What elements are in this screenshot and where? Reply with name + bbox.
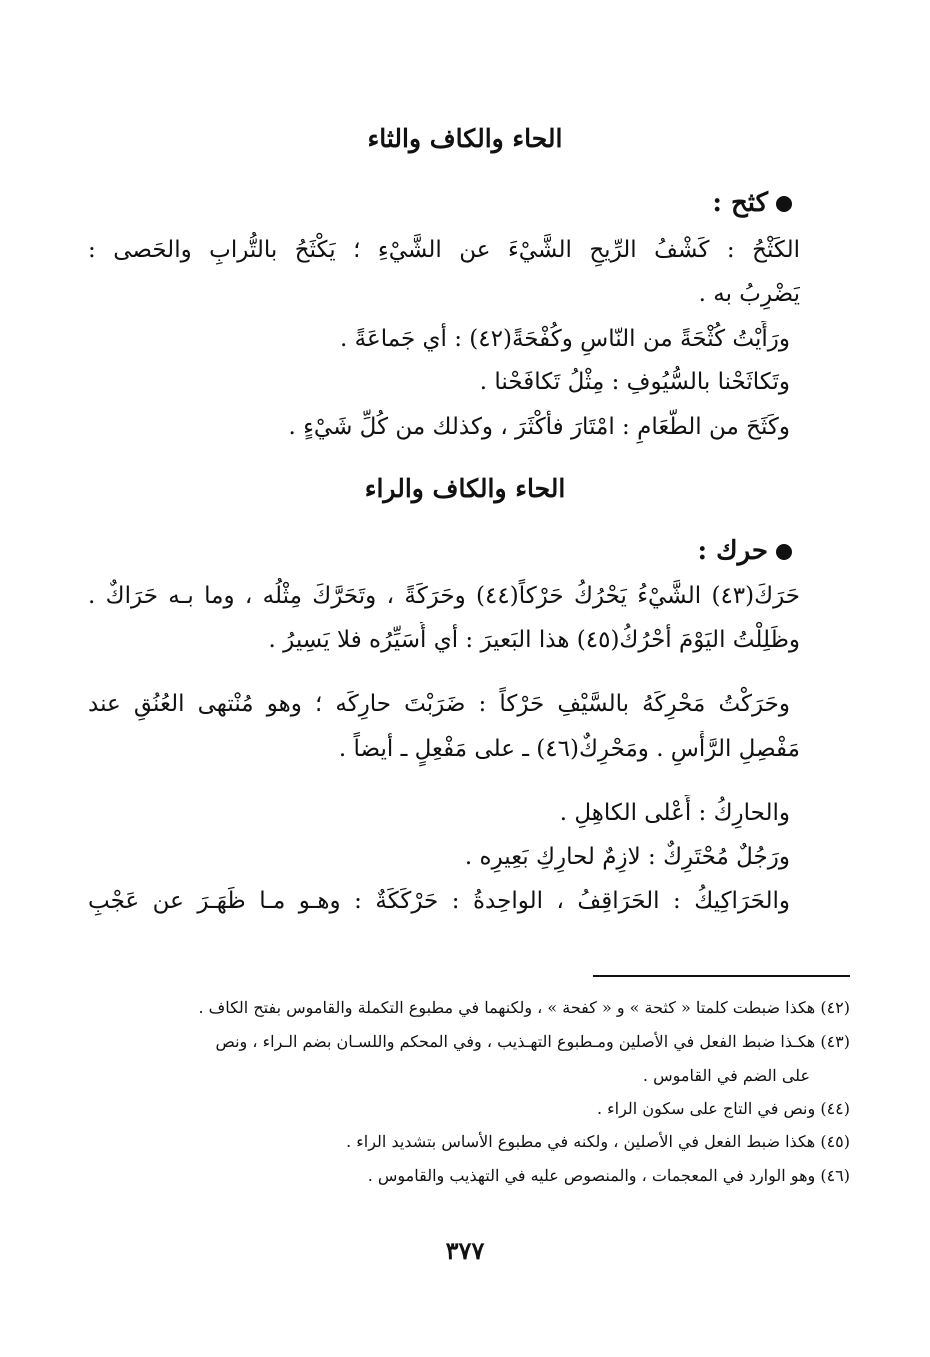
footnote: على الضم في القاموس . <box>642 1066 810 1085</box>
bullet-icon <box>776 544 792 560</box>
section-title-hrk: الحاء والكاف والراء <box>364 474 566 503</box>
entry-root-label: حرك : <box>697 536 768 566</box>
footnote: (٤٤) ونص في التاج على سكون الراء . <box>596 1099 850 1118</box>
text-line: وظَلِلْتُ اليَوْمَ أحْرُكُ(٤٥) هذا البَعيرَ : أي أُسَيِّرُه فلا يَسِيرُ . <box>268 627 800 653</box>
text-line: والحَرَاكِيكُ : الحَرَاقِفُ ، الواحِدةُ : حَرْكَكَةٌ : وهـو مـا ظَهَـرَ عن عَجْبِ <box>88 888 790 914</box>
footnote-divider <box>593 975 850 977</box>
text-line: حَرَكَ(٤٣) الشَّيْءُ يَحْرُكُ حَرْكاً(٤٤) وحَرَكَةً ، وتَحَرَّكَ مِثْلُه ، وما بـه حَرَاكٌ . <box>88 583 800 609</box>
footnote: (٤٣) هكـذا ضبط الفعل في الأصلين ومـطبوع التهـذيب ، وفي المحكم واللسـان بضم الـراء ، ونص <box>215 1032 850 1051</box>
footnote: (٤٢) هكذا ضبطت كلمتا « كثحة » و « كفحة » ، ولكنهما في مطبوع التكملة والقاموس بفتح الكاف . <box>198 998 850 1017</box>
text-line: وتَكاثَحْنا بالسُّيُوفِ : مِثْلُ تَكافَحْنا . <box>479 369 790 395</box>
page-number: ٣٧٧ <box>445 1236 485 1265</box>
text-line: وكَثَحَ من الطَّعَامِ : امْتَارَ فأَكْثَرَ ، وكذلك من كُلِّ شَيْءٍ . <box>288 414 790 440</box>
footnote: (٤٦) وهو الوارد في المعجمات ، والمنصوص عليه في التهذيب والقاموس . <box>367 1166 850 1185</box>
text-line: والحارِكُ : أَعْلى الكاهِلِ . <box>559 800 790 826</box>
bullet-icon <box>776 196 792 212</box>
section-title-kth: الحاء والكاف والثاء <box>367 124 563 153</box>
entry-heading-kth <box>712 185 792 221</box>
text-line: الكَثْحُ : كَشْفُ الرِّيحِ الشَّيْءَ عن الشَّيْءِ ؛ يَكْثَحُ بالتُّرابِ والحَصى : <box>88 237 800 263</box>
text-line: وحَرَكْتُ مَحْرِكَهُ بالسَّيْفِ حَرْكاً : ضَرَبْتَ حارِكَه ؛ وهو مُنْتهى العُنُقِ عند <box>88 691 790 717</box>
text-line: يَضْرِبُ به . <box>698 281 800 307</box>
text-line: ورَأَيْتُ كُثْحَةً من النّاسِ وكُفْحَةً(٤٢) : أي جَماعَةً . <box>340 326 790 352</box>
text-line: ورَجُلٌ مُحْتَرِكٌ : لازِمٌ لحارِكِ بَعِيرِه . <box>464 844 790 870</box>
footnote: (٤٥) هكذا ضبط الفعل في الأصلين ، ولكنه في مطبوع الأساس بتشديد الراء . <box>346 1132 850 1151</box>
entry-root-label: كثح : <box>712 188 768 218</box>
entry-heading-hrk <box>698 533 793 569</box>
text-line: مَفْصِلِ الرَّأْسِ . ومَحْرِكٌ(٤٦) ـ على مَفْعِلٍ ـ أيضاً . <box>338 736 800 762</box>
